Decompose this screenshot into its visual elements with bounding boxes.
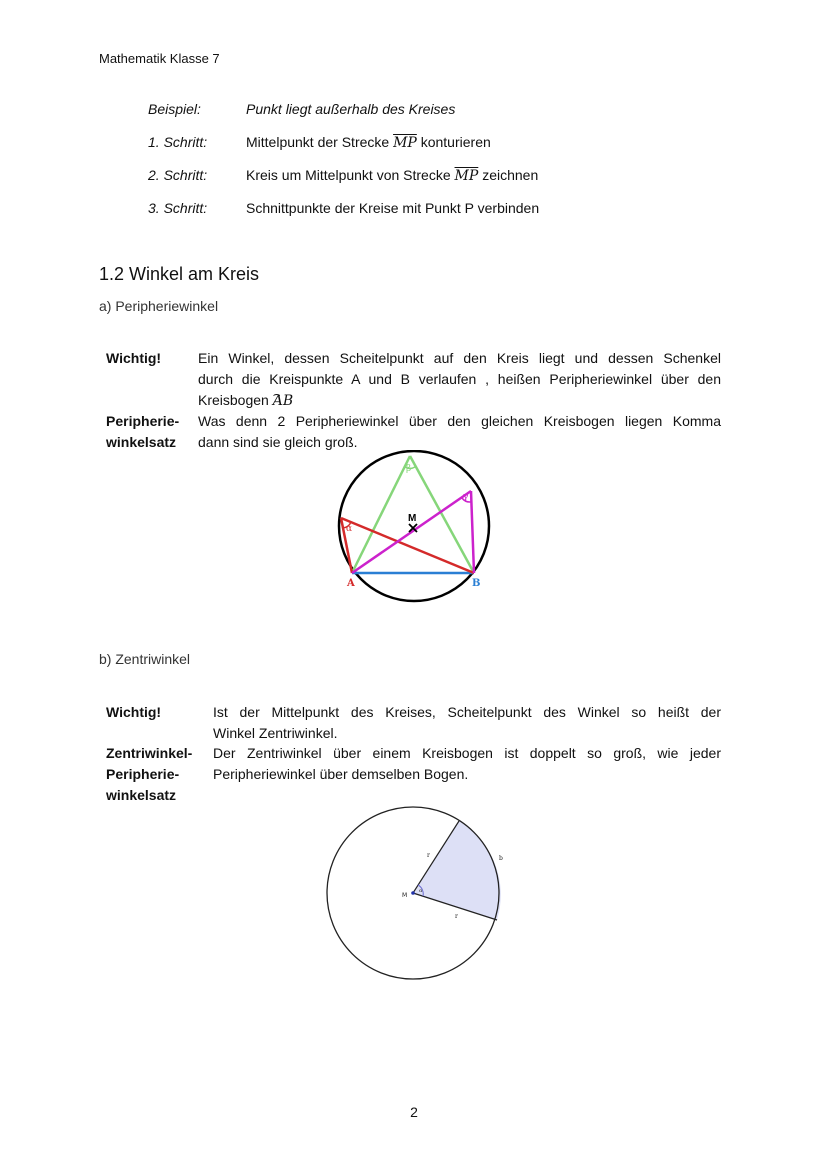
definition-line: Winkel Zentriwinkel. — [213, 725, 338, 741]
satz-line: dann sind sie gleich groß. — [198, 434, 358, 450]
arc-label-b: b — [499, 855, 503, 862]
center-point — [411, 891, 415, 895]
point-label-a: A — [347, 578, 355, 589]
subheading-peripheriewinkel: a) Peripheriewinkel — [99, 298, 219, 314]
center-label-m: M — [408, 513, 417, 524]
step-text-beispiel: Punkt liegt außerhalb des Kreises — [246, 101, 456, 117]
point-label-b: B — [472, 578, 481, 589]
section-title: 1.2 Winkel am Kreis — [99, 264, 260, 284]
term-line: Peripherie- — [106, 413, 180, 429]
step-text-2-post: zeichnen — [482, 167, 539, 183]
definition-line: Ein Winkel, dessen Scheitelpunkt auf den Kreis liegt und dessen Schenkel — [198, 350, 721, 366]
step-text-1-pre: Mittelpunkt der Strecke — [246, 134, 390, 150]
angle-label: α — [419, 888, 423, 894]
peripheriewinkelsatz-text — [198, 411, 721, 453]
step-text-1-post: konturieren — [420, 134, 491, 150]
satz-line: Der Zentriwinkel über einem Kreisbogen ist doppelt so groß, wie jeder — [213, 745, 721, 761]
beta-label: β — [406, 464, 412, 474]
definition-line-pre: Kreisbogen — [198, 392, 269, 408]
term-line: Zentriwinkel- — [106, 745, 193, 761]
beta-leg-b — [410, 456, 474, 573]
radius-label-1: r — [427, 852, 430, 859]
segment-mp: $\overline{MP}$ — [393, 135, 417, 151]
step-label-2: 2. Schritt: — [148, 167, 208, 183]
definition-zentriwinkel — [213, 702, 721, 744]
definition-line: durch die Kreispunkte A und B verlaufen , heißen Peripheriewinkel über den — [198, 371, 721, 387]
sector-fill — [413, 821, 501, 920]
step-text-2 — [246, 167, 538, 184]
peripheriewinkel-figure — [330, 450, 500, 606]
step-label-3: 3. Schritt: — [148, 200, 208, 216]
label-wichtig: Wichtig! — [106, 350, 162, 366]
gamma-leg-b — [471, 491, 474, 573]
satz-line: Peripheriewinkel über demselben Bogen. — [213, 766, 469, 782]
definition-peripheriewinkel — [198, 348, 721, 412]
definition-line: Ist der Mittelpunkt des Kreises, Scheitelpunkt des Winkel so heißt der — [213, 704, 721, 720]
gamma-leg-a — [352, 491, 471, 573]
step-label-1: 1. Schritt: — [148, 134, 208, 150]
step-text-3: Schnittpunkte der Kreise mit Punkt P verbinden — [246, 200, 540, 216]
zentriwinkelsatz-text — [213, 743, 721, 785]
center-label-m: M — [402, 892, 408, 899]
step-text-1 — [246, 134, 491, 151]
page-number: 2 — [410, 1104, 418, 1120]
label-zentriwinkelsatz — [106, 743, 192, 806]
radius-label-2: r — [455, 913, 458, 920]
arc-ab: ⌢ AB — [273, 393, 293, 409]
definition-line — [198, 390, 721, 412]
alpha-leg-b — [341, 518, 474, 573]
term-line: Peripherie- — [106, 766, 180, 782]
zentriwinkel-figure — [320, 805, 510, 985]
step-text-2-pre: Kreis um Mittelpunkt von Strecke — [246, 167, 451, 183]
step-label-beispiel: Beispiel: — [148, 101, 201, 117]
term-line: winkelsatz — [106, 787, 177, 803]
subheading-zentriwinkel: b) Zentriwinkel — [99, 651, 191, 667]
term-line: winkelsatz — [106, 434, 177, 450]
satz-line: Was denn 2 Peripheriewinkel über den gleichen Kreisbogen liegen Komma — [198, 413, 721, 429]
label-wichtig-zentri: Wichtig! — [106, 704, 162, 720]
segment-mp: $\overline{MP}$ — [454, 168, 479, 184]
gamma-label: γ — [463, 492, 469, 502]
alpha-label: α — [346, 524, 353, 534]
page-header: Mathematik Klasse 7 — [99, 51, 220, 66]
label-peripheriewinkelsatz — [106, 411, 179, 453]
